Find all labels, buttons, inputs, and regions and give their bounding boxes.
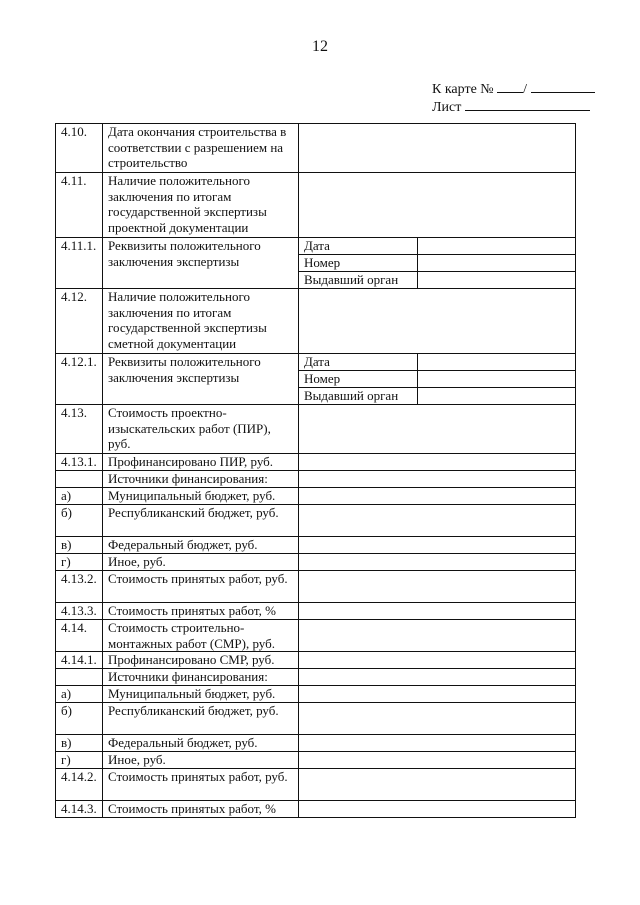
sub-field-label: Номер xyxy=(299,255,418,272)
table-row xyxy=(56,405,576,454)
row-label: Дата окончания строительства в соответствии с разрешением на строительство xyxy=(103,124,299,173)
value-cell[interactable] xyxy=(299,571,576,603)
row-label: Муниципальный бюджет, руб. xyxy=(103,686,299,703)
value-cell[interactable] xyxy=(299,603,576,620)
table-row xyxy=(56,554,576,571)
table-row xyxy=(56,173,576,238)
sub-field-label: Выдавший орган xyxy=(299,388,418,405)
table-row xyxy=(56,686,576,703)
sheet-field[interactable] xyxy=(465,98,590,111)
row-number: 4.13.1. xyxy=(56,454,103,471)
row-label: Республиканский бюджет, руб. xyxy=(103,703,299,735)
value-cell[interactable] xyxy=(299,454,576,471)
value-cell[interactable] xyxy=(299,703,576,735)
row-label: Наличие положительного заключения по итогам государственной экспертизы проектной документации xyxy=(103,173,299,238)
table-row xyxy=(56,571,576,603)
row-number: 4.14. xyxy=(56,620,103,652)
table-row xyxy=(56,752,576,769)
value-cell[interactable] xyxy=(418,371,576,388)
row-number: в) xyxy=(56,735,103,752)
row-label: Стоимость принятых работ, % xyxy=(103,603,299,620)
row-number xyxy=(56,471,103,488)
value-cell[interactable] xyxy=(299,173,576,238)
table-row xyxy=(56,354,576,371)
row-label: Иное, руб. xyxy=(103,752,299,769)
row-label: Реквизиты положительного заключения экспертизы xyxy=(103,354,299,405)
card-label: К карте № xyxy=(432,82,494,97)
row-label: Реквизиты положительного заключения экспертизы xyxy=(103,238,299,289)
card-separator: / xyxy=(523,82,528,97)
table-row xyxy=(56,669,576,686)
row-label: Федеральный бюджет, руб. xyxy=(103,735,299,752)
row-number: а) xyxy=(56,488,103,505)
table-row xyxy=(56,289,576,354)
row-label: Источники финансирования: xyxy=(103,471,299,488)
row-number: а) xyxy=(56,686,103,703)
sub-field-label: Дата xyxy=(299,238,418,255)
card-subnumber-field[interactable] xyxy=(531,80,595,93)
table-row xyxy=(56,620,576,652)
row-label: Стоимость строительно-монтажных работ (СМР), руб. xyxy=(103,620,299,652)
row-number: г) xyxy=(56,554,103,571)
value-cell[interactable] xyxy=(418,255,576,272)
row-label: Федеральный бюджет, руб. xyxy=(103,537,299,554)
row-number: в) xyxy=(56,537,103,554)
value-cell[interactable] xyxy=(299,801,576,818)
row-label: Наличие положительного заключения по итогам государственной экспертизы сметной документации xyxy=(103,289,299,354)
form-table xyxy=(55,123,576,818)
sheet-line xyxy=(432,98,595,116)
table-row xyxy=(56,801,576,818)
row-label: Источники финансирования: xyxy=(103,669,299,686)
sub-field-label: Выдавший орган xyxy=(299,272,418,289)
row-number: 4.12.1. xyxy=(56,354,103,405)
page-number: 12 xyxy=(312,38,328,55)
row-label: Республиканский бюджет, руб. xyxy=(103,505,299,537)
value-cell[interactable] xyxy=(299,686,576,703)
value-cell[interactable] xyxy=(299,769,576,801)
table-row xyxy=(56,505,576,537)
row-number: 4.11. xyxy=(56,173,103,238)
value-cell[interactable] xyxy=(299,505,576,537)
table-row xyxy=(56,769,576,801)
table-row xyxy=(56,603,576,620)
row-label: Профинансировано ПИР, руб. xyxy=(103,454,299,471)
row-label: Стоимость проектно-изыскательских работ (ПИР), руб. xyxy=(103,405,299,454)
row-label: Профинансировано СМР, руб. xyxy=(103,652,299,669)
row-number xyxy=(56,669,103,686)
row-label: Стоимость принятых работ, руб. xyxy=(103,769,299,801)
row-number: г) xyxy=(56,752,103,769)
row-label: Стоимость принятых работ, руб. xyxy=(103,571,299,603)
row-number: б) xyxy=(56,703,103,735)
sheet-label: Лист xyxy=(432,100,462,115)
row-number: 4.12. xyxy=(56,289,103,354)
row-label: Муниципальный бюджет, руб. xyxy=(103,488,299,505)
value-cell[interactable] xyxy=(418,272,576,289)
table-row xyxy=(56,652,576,669)
row-label: Иное, руб. xyxy=(103,554,299,571)
card-reference xyxy=(432,80,595,116)
value-cell[interactable] xyxy=(299,554,576,571)
table-row xyxy=(56,471,576,488)
row-number: 4.11.1. xyxy=(56,238,103,289)
row-number: 4.13.2. xyxy=(56,571,103,603)
value-cell[interactable] xyxy=(299,735,576,752)
value-cell[interactable] xyxy=(299,537,576,554)
card-number-field[interactable] xyxy=(497,80,523,93)
value-cell[interactable] xyxy=(299,289,576,354)
row-number: 4.13. xyxy=(56,405,103,454)
value-cell[interactable] xyxy=(418,354,576,371)
value-cell[interactable] xyxy=(299,620,576,652)
table-row xyxy=(56,488,576,505)
value-cell[interactable] xyxy=(299,669,576,686)
card-number-line xyxy=(432,80,595,98)
row-number: 4.13.3. xyxy=(56,603,103,620)
value-cell[interactable] xyxy=(418,238,576,255)
row-number: б) xyxy=(56,505,103,537)
value-cell[interactable] xyxy=(299,488,576,505)
table-row xyxy=(56,703,576,735)
value-cell[interactable] xyxy=(299,752,576,769)
sub-field-label: Дата xyxy=(299,354,418,371)
value-cell[interactable] xyxy=(418,388,576,405)
row-number: 4.10. xyxy=(56,124,103,173)
table-row xyxy=(56,124,576,173)
row-number: 4.14.1. xyxy=(56,652,103,669)
row-label: Стоимость принятых работ, % xyxy=(103,801,299,818)
table-row xyxy=(56,735,576,752)
value-cell[interactable] xyxy=(299,405,576,454)
value-cell[interactable] xyxy=(299,471,576,488)
value-cell[interactable] xyxy=(299,652,576,669)
value-cell[interactable] xyxy=(299,124,576,173)
table-row xyxy=(56,537,576,554)
table-row xyxy=(56,238,576,255)
sub-field-label: Номер xyxy=(299,371,418,388)
row-number: 4.14.3. xyxy=(56,801,103,818)
row-number: 4.14.2. xyxy=(56,769,103,801)
table-row xyxy=(56,454,576,471)
